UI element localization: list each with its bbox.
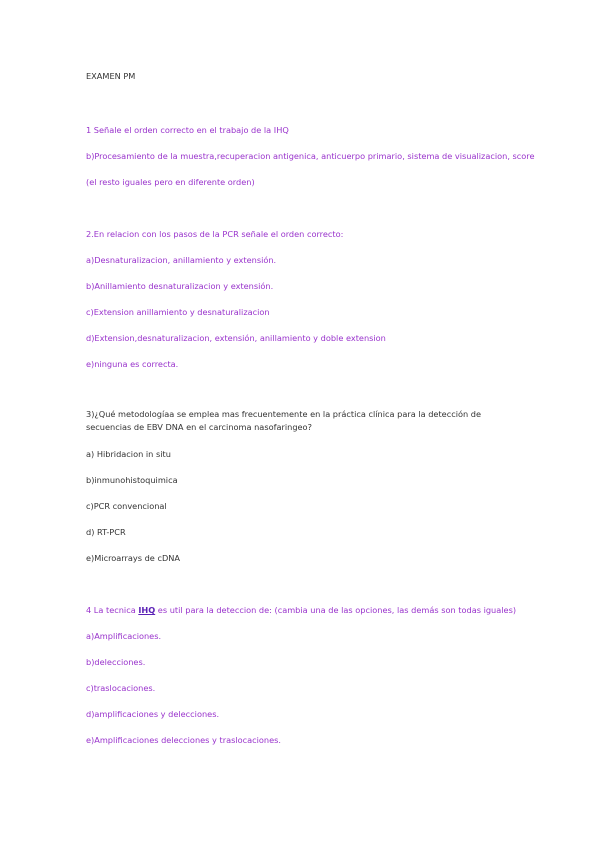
q3-option-a: a) Hibridacion in situ [86,449,171,459]
q4-option-e: e)Amplificaciones delecciones y traslocaciones. [86,735,282,745]
q1-question: 1 Señale el orden correcto en el trabajo de la IHQ [86,125,289,135]
q4-option-a: a)Amplificaciones. [86,631,162,641]
document-title: EXAMEN PM [86,71,136,81]
q3-option-c: c)PCR convencional [86,501,167,511]
q3-option-e: e)Microarrays de cDNA [86,553,180,563]
q4-question-prefix: 4 La tecnica [86,605,139,615]
q2-option-b: b)Anillamiento desnaturalizacion y extensión. [86,281,274,291]
q3-option-b: b)inmunohistoquimica [86,475,178,485]
q2-option-a: a)Desnaturalizacion, anillamiento y extensión. [86,255,277,265]
q2-option-c: c)Extension anillamiento y desnaturalizacion [86,307,270,317]
q4-option-b: b)delecciones. [86,657,146,667]
q2-option-d: d)Extension,desnaturalizacion, extensión, anillamiento y doble extension [86,333,386,343]
q4-option-d: d)amplificaciones y delecciones. [86,709,220,719]
q2-question: 2.En relacion con los pasos de la PCR señale el orden correcto: [86,229,344,239]
q4-question-suffix: es util para la deteccion de: (cambia una de las opciones, las demás son todas iguales) [155,605,517,615]
q4-question-emphasis: IHQ [138,605,156,615]
q3-option-d: d) RT-PCR [86,527,126,537]
q3-question: 3)¿Qué metodologíaa se emplea mas frecuentemente en la práctica clínica para la detección de secuencias de EBV DNA en el carcinoma nasofaringeo? [86,409,482,432]
q4-option-c: c)traslocaciones. [86,683,156,693]
q2-option-e: e)ninguna es correcta. [86,359,179,369]
q1-note: (el resto iguales pero en diferente orden) [86,177,255,187]
q4-question [86,605,516,615]
q1-answer: b)Procesamiento de la muestra,recuperacion antigenica, anticuerpo primario, sistema de visualizacion, score [86,151,535,161]
